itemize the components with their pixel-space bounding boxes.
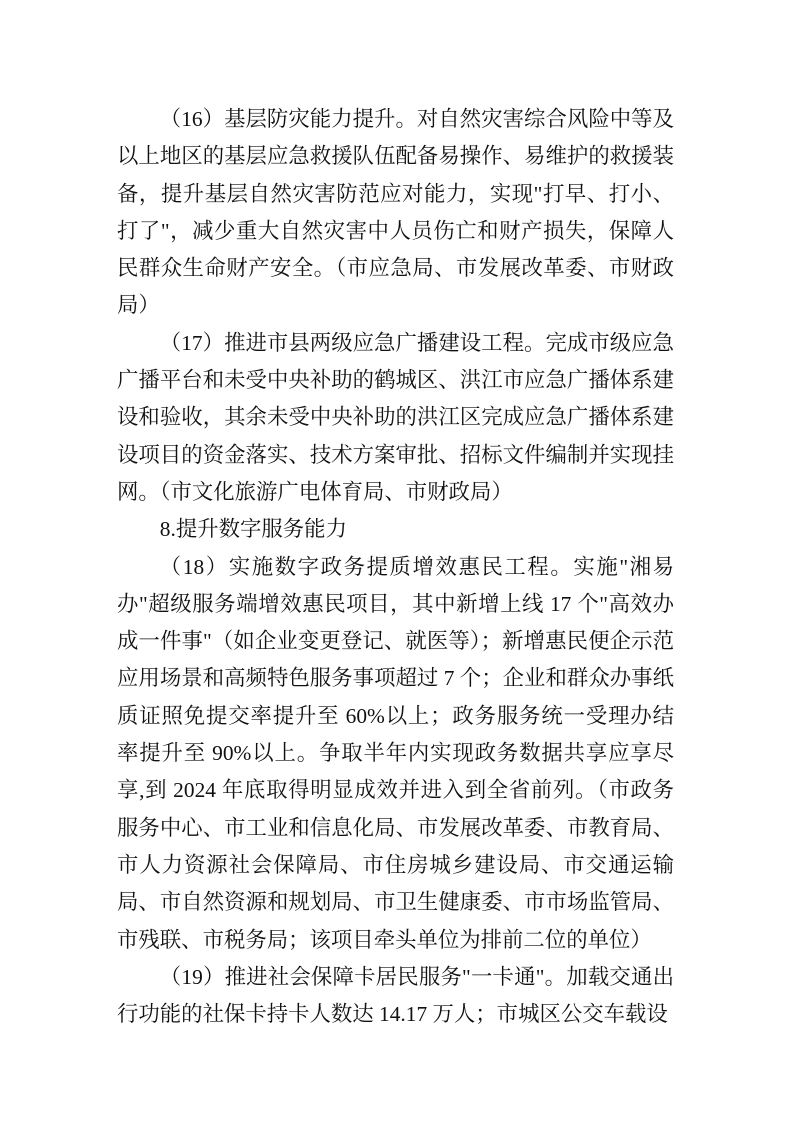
section-heading-digital-services: 8.提升数字服务能力 [159,517,347,542]
paragraph-item-19: （19）推进社会保障卡居民服务"一卡通"。加载交通出行功能的社保卡持卡人数达 14.17 万人；市城区公交车载设 [117,964,674,1027]
paragraph-item-17: （17）推进市县两级应急广播建设工程。完成市级应急广播平台和未受中央补助的鹤城区、洪江市应急广播体系建设和验收，其余未受中央补助的洪江区完成应急广播体系建设项目的资金落实、技术方案审批、招标文件编制并实现挂网。（市文化旅游广电体育局、市财政局） [117,330,674,504]
document-text-block [117,101,674,1033]
paragraph-item-18: （18）实施数字政务提质增效惠民工程。实施"湘易办"超级服务端增效惠民项目，其中新增上线 17 个"高效办成一件事"（如企业变更登记、就医等）；新增惠民便企示范应用场景和高频特色服务事项超过 7 个；企业和群众办事纸质证照免提交率提升至 60%以上；政务服务统一受理办结率提升至 90%以上。争取半年内实现政务数据共享应享尽享,到 2024 年底取得明显成效并进入到全省前列。（市政务服务中心、市工业和信息化局、市发展改革委、市教育局、市人力资源社会保障局、市住房城乡建设局、市交通运输局、市自然资源和规划局、市卫生健康委、市市场监管局、市残联、市税务局；该项目牵头单位为排前二位的单位） [117,554,674,952]
paragraph-item-16: （16）基层防灾能力提升。对自然灾害综合风险中等及以上地区的基层应急救援队伍配备易操作、易维护的救援装备，提升基层自然灾害防范应对能力，实现"打早、打小、打了"，减少重大自然灾害中人员伤亡和财产损失，保障人民群众生命财产安全。（市应急局、市发展改革委、市财政局） [117,107,674,318]
